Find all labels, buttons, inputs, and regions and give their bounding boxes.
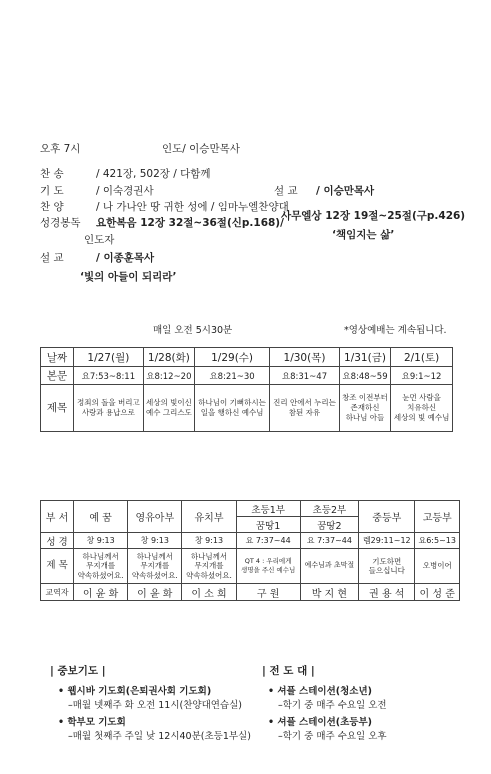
row-value: / 이숙경권사: [96, 185, 154, 197]
table-row: [41, 348, 453, 367]
school-ref: 창 9:13: [182, 533, 236, 549]
dawn-date: 1/30(목): [270, 348, 340, 367]
evening-leader: 인도/ 이승만목사: [162, 143, 240, 155]
prayer-item-detail: –매월 넷째주 화 오전 11시(찬양대연습실): [68, 700, 242, 711]
dawn-ref: 요8:31~47: [270, 367, 340, 385]
row-label: 찬 양: [40, 201, 64, 213]
row-value: / 421장, 502장 / 다함께: [96, 168, 211, 180]
dawn-title: 하나님이 기뻐하시는 일을 행하신 예수님: [195, 385, 270, 432]
evangelism-item-detail: –학기 중 매주 수요일 오전: [278, 700, 387, 711]
dawn-date: 1/29(수): [195, 348, 270, 367]
table-row: [41, 584, 460, 601]
evangelism-heading: | 전 도 대 |: [262, 665, 315, 677]
dawn-schedule-table: [40, 347, 453, 432]
right-sermon: [274, 183, 374, 198]
table-row: [41, 367, 453, 385]
right-sermon-label: 설 교: [274, 185, 298, 197]
school-ref: 요6:5~13: [415, 533, 460, 549]
dawn-title: 진리 안에서 누리는 참된 자유: [270, 385, 340, 432]
dawn-date: 1/27(월): [74, 348, 144, 367]
sermon-preacher: / 이종훈목사: [96, 252, 155, 264]
evening-row-reading: [40, 215, 284, 230]
right-sermon-title: ‘책임지는 삶’: [332, 229, 395, 241]
row-label: 설 교: [40, 252, 64, 264]
prayer-item-title: • 웹시바 기도회(은퇴권사회 기도회): [58, 686, 212, 697]
row-head-title: 제목: [41, 385, 74, 432]
evangelism-item-title: • 셔플 스테이션(청소년): [268, 686, 372, 697]
dawn-ref: 요8:48~59: [339, 367, 390, 385]
right-sermon-passage: 사무엘상 12장 19절~25절(구p.426): [281, 210, 466, 222]
dept-name: 유치부: [182, 501, 236, 533]
school-ref: 렘29:11~12: [359, 533, 415, 549]
table-row: [41, 501, 460, 517]
dept-subname: 꿈땅1: [236, 517, 300, 533]
school-title: QT 4 : 우리에게 생명을 주신 예수님: [236, 549, 300, 584]
dawn-title: 세상의 빛이신 예수 그리스도: [143, 385, 194, 432]
dept-name: 중등부: [359, 501, 415, 533]
prayer-item-detail: –매월 첫째주 주일 낮 12시40분(초등1부실): [68, 731, 251, 742]
row-label: 찬 송: [40, 168, 64, 180]
school-title: 기도하면 들으십니다: [359, 549, 415, 584]
school-teacher: 이 윤 화: [74, 584, 128, 601]
dawn-ref: 요8:12~20: [143, 367, 194, 385]
title-header: 제 목: [41, 549, 74, 584]
row-value: / 나 가나안 땅 귀한 성에 / 임마누엘찬양대: [96, 201, 289, 213]
teacher-header: 교역자: [41, 584, 74, 601]
evangelism-item-detail: –학기 중 매주 수요일 오후: [278, 731, 387, 742]
dawn-title: 눈먼 사람을 치유하신 세상의 빛 예수님: [391, 385, 453, 432]
table-row: [41, 385, 453, 432]
evening-sermon-title: ‘빛의 아들이 되리라’: [80, 271, 177, 283]
dawn-note: *영상예배는 계속됩니다.: [344, 325, 447, 336]
row-value: 요한복음 12장 32절~36절(신p.168)/: [96, 217, 284, 229]
evening-row-hymn: [40, 166, 211, 181]
dawn-ref: 요9:1~12: [391, 367, 453, 385]
dept-name: 초등1부: [236, 501, 300, 517]
dawn-date: 2/1(토): [391, 348, 453, 367]
school-teacher: 박 지 현: [300, 584, 358, 601]
school-title: 하나님께서 무지개를 약속하셨어요.: [74, 549, 128, 584]
school-ref: 요 7:37~44: [300, 533, 358, 549]
evening-time: 오후 7시: [40, 143, 81, 155]
right-sermon-preacher: / 이승만목사: [316, 185, 375, 197]
sunday-school-table: [40, 500, 460, 601]
ref-header: 성 경: [41, 533, 74, 549]
row-head-ref: 본문: [41, 367, 74, 385]
dept-name: 고등부: [415, 501, 460, 533]
school-teacher: 이 성 준: [415, 584, 460, 601]
dawn-title: 창조 이전부터 존재하신 하나님 아들: [339, 385, 390, 432]
evening-row-praise: [40, 199, 289, 214]
dept-header: 부 서: [41, 501, 74, 533]
evening-sermon: [40, 250, 154, 265]
school-teacher: 구 원: [236, 584, 300, 601]
school-teacher: 권 용 석: [359, 584, 415, 601]
row-label: 성경봉독: [40, 217, 81, 229]
dept-name: 초등2부: [300, 501, 358, 517]
evangelism-item-title: • 셔플 스테이션(초등부): [268, 717, 372, 728]
school-title: 예수님과 초막절: [300, 549, 358, 584]
dawn-date: 1/31(금): [339, 348, 390, 367]
dept-name: 영유아부: [128, 501, 182, 533]
evening-row-prayer: [40, 183, 154, 198]
prayer-heading: | 중보기도 |: [50, 665, 106, 677]
school-title: 오병이어: [415, 549, 460, 584]
dawn-date: 1/28(화): [143, 348, 194, 367]
dept-subname: 꿈땅2: [300, 517, 358, 533]
dept-name: 예 꿈: [74, 501, 128, 533]
table-row: [41, 533, 460, 549]
school-ref: 창 9:13: [128, 533, 182, 549]
prayer-item-title: • 학부모 기도회: [58, 717, 126, 728]
school-ref: 창 9:13: [74, 533, 128, 549]
table-row: [41, 549, 460, 584]
school-ref: 요 7:37~44: [236, 533, 300, 549]
dawn-time: 매일 오전 5시30분: [153, 325, 233, 336]
reading-leader: 인도자: [84, 234, 115, 246]
row-label: 기 도: [40, 185, 64, 197]
dawn-title: 정죄의 돌을 버리고 사랑과 용납으로: [74, 385, 144, 432]
dawn-ref: 요8:21~30: [195, 367, 270, 385]
school-title: 하나님께서 무지개를 약속하셨어요.: [182, 549, 236, 584]
dawn-ref: 요7:53~8:11: [74, 367, 144, 385]
row-head-date: 날짜: [41, 348, 74, 367]
school-teacher: 이 소 희: [182, 584, 236, 601]
school-title: 하나님께서 무지개를 약속하셨어요.: [128, 549, 182, 584]
school-teacher: 이 윤 화: [128, 584, 182, 601]
